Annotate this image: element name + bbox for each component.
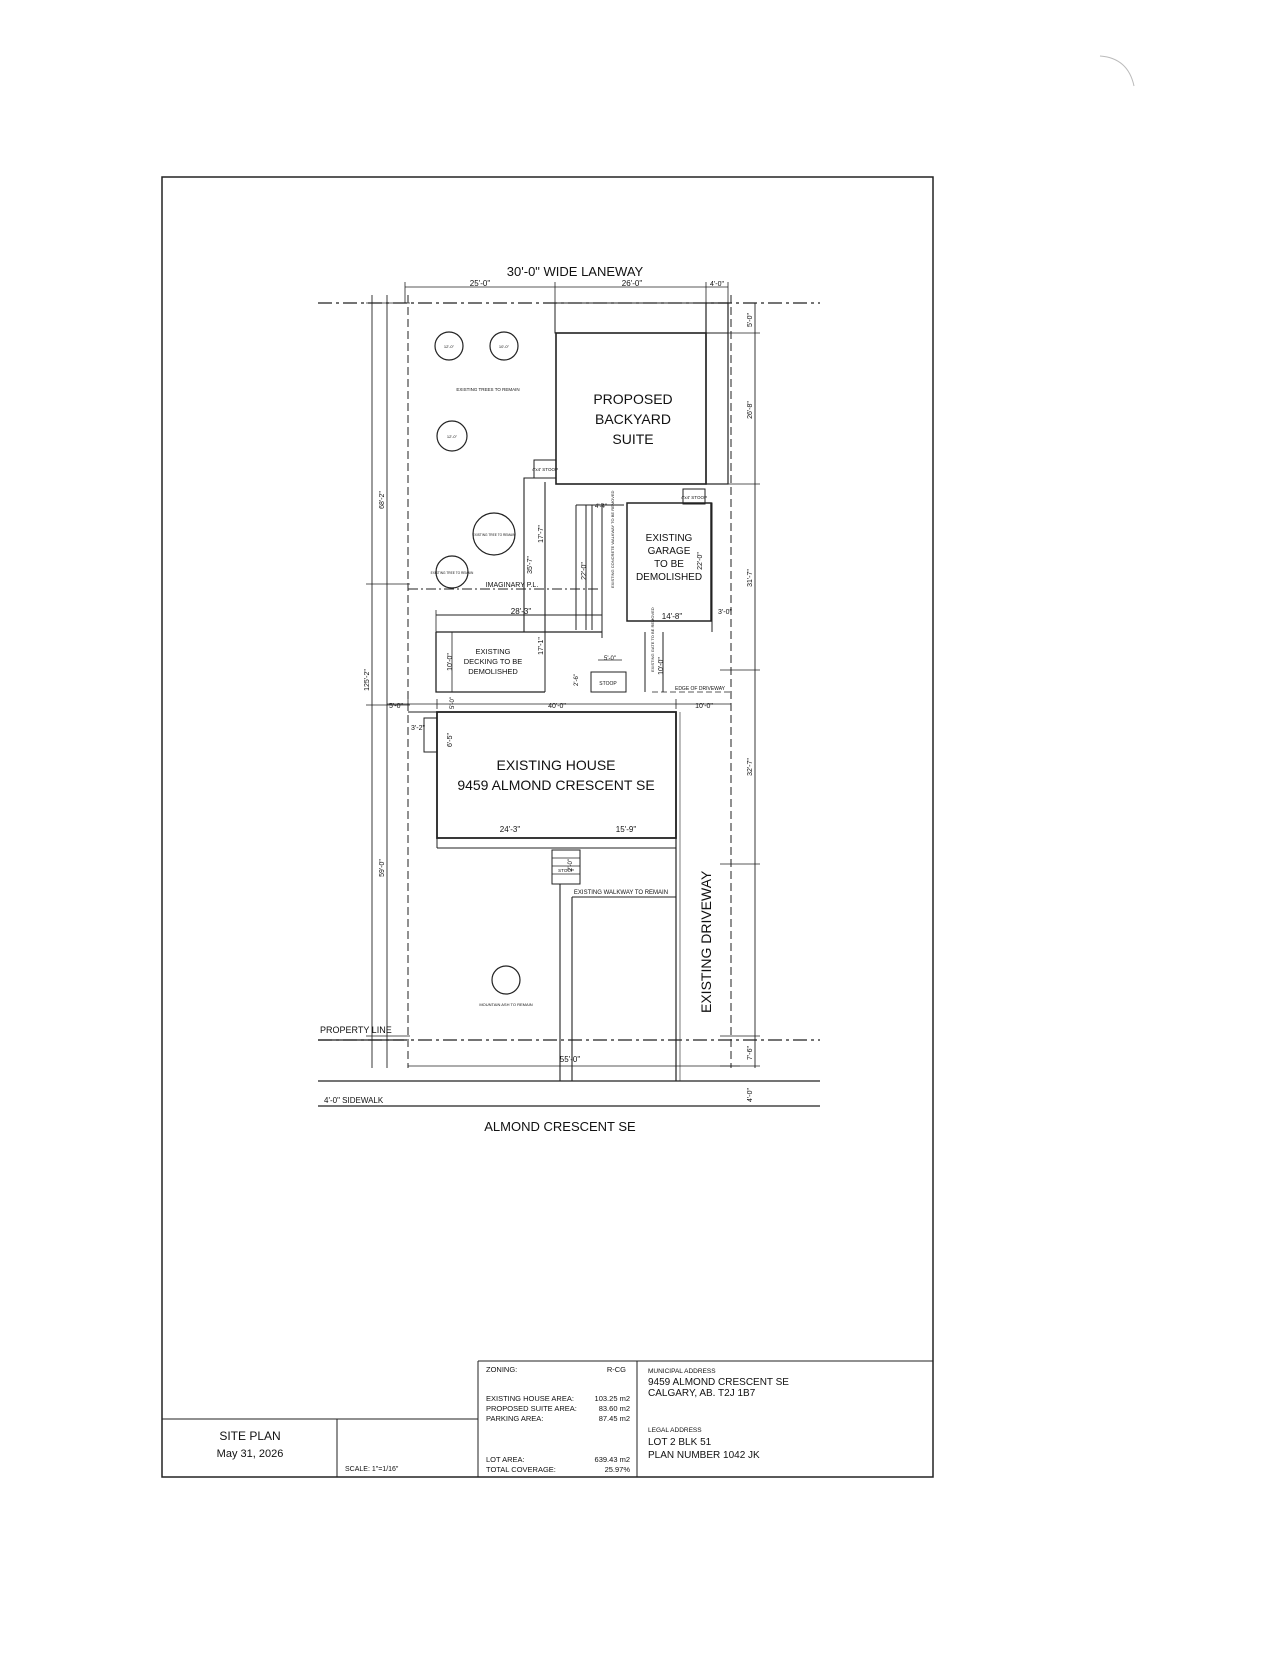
decking-line-1: EXISTING (475, 647, 511, 656)
dim-top-26: 26'-0" (621, 279, 643, 288)
dim-right-32: 32'-7" (747, 758, 754, 776)
laneway-label: 30'-0" WIDE LANEWAY (506, 264, 644, 279)
sheet-date: May 31, 2026 (216, 1448, 284, 1460)
dim-right-5: 5'-0" (747, 313, 754, 327)
lot-area-label: LOT AREA: (486, 1455, 525, 1464)
lot-area-value: 639.43 m2 (594, 1455, 630, 1464)
garage-line-2: GARAGE (647, 546, 691, 557)
walkway-label: EXISTING WALKWAY TO REMAIN (573, 890, 669, 896)
decking-line-2: DECKING TO BE (463, 657, 523, 666)
house-line-1: EXISTING HOUSE (496, 757, 616, 773)
edge-driveway-label: EDGE OF DRIVEWAY (674, 686, 726, 692)
tree-note: EXISTING TREES TO REMAIN (456, 387, 520, 392)
proposed-suite-line-3: SUITE (612, 431, 654, 447)
dim-2: 2'-6" (574, 674, 580, 686)
dim-right-31: 31'-7" (747, 569, 754, 587)
plan-labels (320, 264, 754, 1134)
garage-line-4: DEMOLISHED (635, 572, 703, 583)
dim-24: 24'-3" (499, 825, 521, 834)
dim-3b: 3'-2" (411, 725, 425, 732)
dim-5d: 5'-0" (604, 656, 616, 662)
scan-corner-mark (1100, 56, 1134, 86)
dim-15: 15'-9" (615, 825, 637, 834)
house-area-value: 103.25 m2 (594, 1394, 630, 1403)
dim-40: 40'-0" (548, 703, 566, 710)
dim-14: 14'-8" (661, 612, 683, 621)
garage-line-3: TO BE (654, 559, 684, 570)
sheet-title: SITE PLAN (219, 1429, 281, 1443)
stoop-deck-label: STOOP (599, 681, 617, 687)
dim-55: 55'-0" (559, 1055, 581, 1064)
legal-address-label: LEGAL ADDRESS (648, 1427, 702, 1434)
dim-top-25: 25'-0" (469, 279, 491, 288)
tree-2-label: 10'-0" (498, 344, 510, 349)
coverage-label: TOTAL COVERAGE: (486, 1465, 556, 1474)
dim-3: 3'-0" (718, 609, 732, 616)
dim-22a: 22'-0" (581, 562, 588, 580)
dim-10a: 10'-0" (447, 653, 454, 671)
stoop-garage-label: 4'x4' STOOP (681, 495, 707, 500)
dim-5c: 5'-0" (450, 697, 456, 709)
drawing-frame (162, 177, 933, 1477)
zoning-value: R-CG (606, 1365, 626, 1374)
tree-1-label: 12'-0" (443, 344, 455, 349)
tree-4-label: EXISTING TREE TO REMAIN (472, 533, 516, 537)
tree-5-label: EXISTING TREE TO REMAIN (430, 571, 474, 575)
dim-10b: 10'-0" (658, 657, 665, 675)
municipal-address-line-1: 9459 ALMOND CRESCENT SE (648, 1377, 789, 1388)
garage-line-1: EXISTING (645, 533, 693, 544)
dim-right-4: 4'-0" (747, 1088, 754, 1102)
proposed-suite-line-1: PROPOSED (593, 391, 673, 407)
suite-area-label: PROPOSED SUITE AREA: (486, 1404, 577, 1413)
tree-6-label: MOUNTAIN ASH TO REMAIN (479, 1002, 533, 1007)
dim-2b: 2'-0" (568, 859, 574, 871)
suite-area-value: 83.60 m2 (598, 1404, 630, 1413)
driveway-label: EXISTING DRIVEWAY (698, 870, 714, 1013)
dim-17b: 17'-1" (538, 637, 545, 655)
street-label: ALMOND CRESCENT SE (484, 1119, 636, 1134)
dim-5a: 5'-0" (389, 703, 403, 710)
stoop-front-label: STOOP (558, 868, 574, 873)
site-plan (318, 282, 820, 1106)
zoning-label: ZONING: (486, 1365, 518, 1374)
walkway-vertical-2: EXISTING GATE TO BE REMOVED (650, 607, 655, 672)
tree-6 (492, 966, 520, 994)
property-line-label: PROPERTY LINE (320, 1025, 392, 1035)
dim-left-125: 125'-2" (364, 669, 371, 691)
dim-right-26: 26'-8" (747, 401, 754, 419)
stoop-suite-label: 4'x4' STOOP (532, 467, 558, 472)
dim-17a: 17'-7" (538, 525, 545, 543)
walkway-vertical-1: EXISTING CONCRETE WALKWAY TO BE REMOVED (610, 490, 615, 588)
house-area-label: EXISTING HOUSE AREA: (486, 1394, 574, 1403)
legal-address-line-2: PLAN NUMBER 1042 JK (648, 1450, 760, 1461)
dim-10c: 10'-0" (695, 703, 713, 710)
municipal-address-line-2: CALGARY, AB. T2J 1B7 (648, 1388, 756, 1399)
proposed-suite-line-2: BACKYARD (595, 411, 671, 427)
coverage-value: 25.97% (604, 1465, 630, 1474)
dim-6: 6'-5" (447, 733, 454, 747)
dim-right-7: 7'-6" (747, 1046, 754, 1060)
dim-top-4: 4'-0" (710, 281, 724, 288)
legal-address-line-1: LOT 2 BLK 51 (648, 1437, 712, 1448)
tree-3-label: 12'-0" (446, 434, 458, 439)
dim-4a: 4'-4" (595, 504, 607, 510)
imaginary-pl-label: IMAGINARY P.L. (485, 582, 539, 589)
dim-left-68: 68'-2" (379, 491, 386, 509)
sheet-scale: SCALE: 1"=1/16" (345, 1466, 399, 1473)
parking-area-value: 87.45 m2 (598, 1414, 630, 1423)
municipal-address-label: MUNICIPAL ADDRESS (648, 1368, 716, 1375)
parking-area-label: PARKING AREA: (486, 1414, 544, 1423)
house-line-2: 9459 ALMOND CRESCENT SE (457, 777, 655, 793)
dim-35: 35'-7" (527, 556, 534, 574)
decking-line-3: DEMOLISHED (468, 667, 518, 676)
dim-22b: 22'-0" (697, 552, 704, 570)
dim-left-59: 59'-0" (379, 859, 386, 877)
dim-28: 28'-3" (510, 607, 532, 616)
sidewalk-label: 4'-0" SIDEWALK (324, 1096, 384, 1105)
